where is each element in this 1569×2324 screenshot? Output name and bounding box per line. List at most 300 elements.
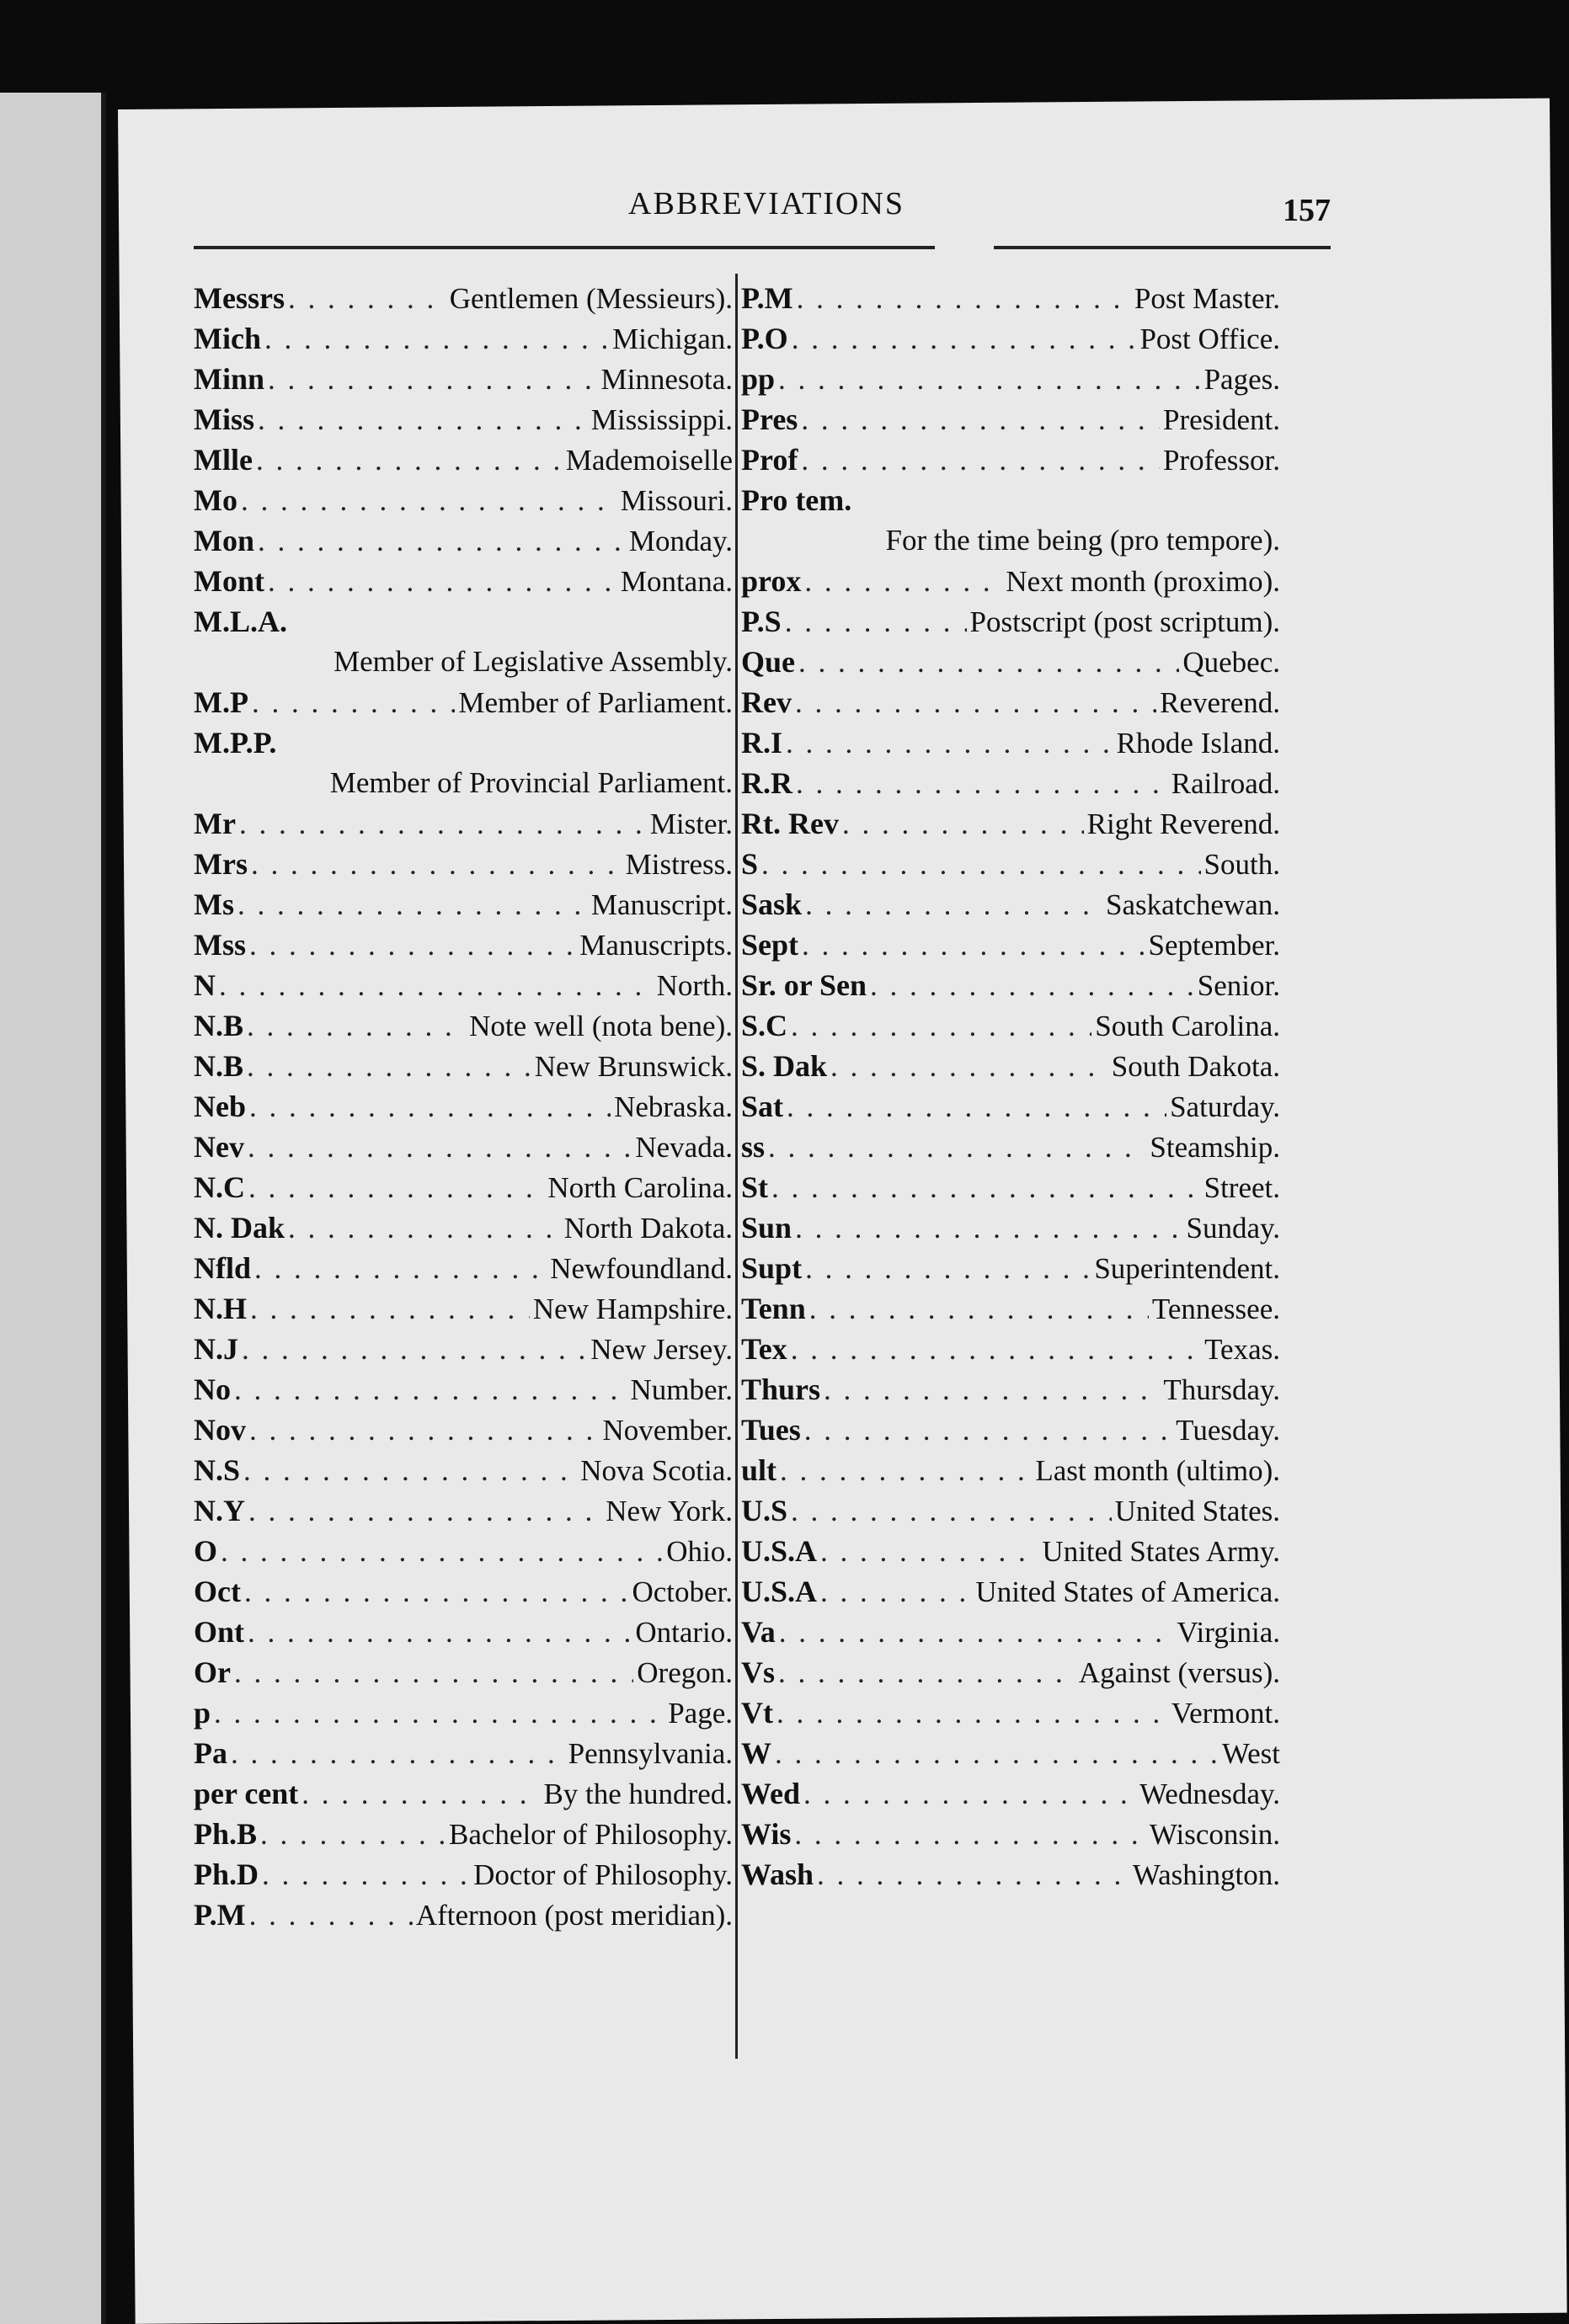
- abbreviation-meaning: Wisconsin.: [1149, 1818, 1280, 1851]
- abbreviation-term: P.S: [741, 605, 782, 638]
- abbreviation-meaning: Member of Parliament.: [458, 686, 733, 719]
- abbreviation-term: Oct: [194, 1575, 241, 1608]
- dot-leader: [809, 1289, 1149, 1330]
- dot-leader: [302, 1774, 540, 1815]
- abbreviation-meaning: Monday.: [628, 525, 733, 557]
- dot-leader: [761, 845, 1201, 885]
- dot-leader: [262, 1855, 470, 1895]
- page-number: 157: [1283, 193, 1331, 228]
- dot-leader: [256, 440, 563, 481]
- abbreviation-meaning: Mister.: [649, 808, 733, 840]
- abbreviation-meaning: New Brunswick.: [534, 1050, 733, 1083]
- abbreviation-entry: [194, 1127, 733, 1167]
- abbreviation-term: N. Dak: [194, 1211, 286, 1245]
- abbreviation-meaning: Nebraska.: [614, 1090, 733, 1123]
- dot-leader: [817, 1855, 1129, 1895]
- abbreviation-term: N.Y: [194, 1494, 245, 1527]
- dot-leader: [251, 845, 622, 885]
- abbreviation-entry: [741, 1207, 1280, 1248]
- dot-leader: [268, 360, 597, 400]
- abbreviation-term: M.P.P.: [194, 726, 277, 760]
- dot-leader: [234, 1370, 627, 1410]
- abbreviation-term: Tues: [741, 1413, 801, 1447]
- abbreviation-entry: [741, 1854, 1280, 1895]
- abbreviation-term: Sask: [741, 887, 803, 921]
- dot-leader: [842, 804, 1084, 845]
- abbreviation-meaning: Missouri.: [620, 484, 733, 517]
- dot-leader: [258, 521, 626, 562]
- dot-leader: [244, 1572, 628, 1612]
- abbreviation-term: Ph.B: [194, 1817, 258, 1851]
- abbreviation-entry: [194, 480, 733, 520]
- abbreviation-meaning: Pages.: [1203, 363, 1280, 396]
- dot-leader: [794, 1815, 1146, 1855]
- abbreviation-meaning: Last month (ultimo).: [1035, 1454, 1280, 1487]
- dot-leader: [242, 1330, 587, 1370]
- dot-leader: [219, 966, 654, 1006]
- abbreviation-meaning: United States.: [1114, 1495, 1280, 1527]
- abbreviation-term: Wed: [741, 1777, 801, 1810]
- abbreviation-term: P.M: [741, 281, 793, 315]
- abbreviation-meaning: Ohio.: [666, 1535, 733, 1568]
- abbreviation-meaning: Michigan.: [612, 322, 733, 355]
- abbreviation-meaning: Reverend.: [1160, 686, 1280, 719]
- dot-leader: [252, 683, 455, 723]
- dot-leader: [247, 1006, 466, 1047]
- abbreviation-term: p: [194, 1696, 211, 1730]
- abbreviation-entry: [194, 1046, 733, 1086]
- abbreviation-entry: [194, 1652, 733, 1692]
- abbreviation-meaning: Gentlemen (Messieurs).: [449, 282, 733, 315]
- abbreviation-term: Mo: [194, 483, 237, 517]
- abbreviation-term: Ont: [194, 1615, 245, 1649]
- abbreviation-meaning: Tennessee.: [1151, 1293, 1280, 1325]
- abbreviation-meaning: Next month (proximo).: [1006, 565, 1280, 598]
- abbreviation-term: Vt: [741, 1696, 773, 1730]
- dot-leader: [795, 683, 1156, 723]
- abbreviation-term: Sat: [741, 1090, 784, 1123]
- dot-leader: [239, 804, 647, 845]
- abbreviations-right-column: [741, 278, 1280, 1895]
- abbreviation-meaning: Saturday.: [1170, 1090, 1280, 1123]
- dot-leader: [820, 1572, 972, 1612]
- abbreviation-meaning: September.: [1148, 929, 1280, 962]
- abbreviation-meaning: New York.: [606, 1495, 733, 1527]
- abbreviation-meaning: United States Army.: [1042, 1535, 1280, 1568]
- abbreviation-entry: [194, 1612, 733, 1652]
- abbreviation-term: U.S.A: [741, 1575, 818, 1608]
- abbreviation-meaning: Minnesota.: [600, 363, 733, 396]
- abbreviation-entry: [741, 561, 1280, 601]
- dot-leader: [795, 1208, 1182, 1249]
- abbreviation-entry: [194, 1086, 733, 1127]
- abbreviation-term: Neb: [194, 1090, 246, 1123]
- dot-leader: [787, 1087, 1166, 1127]
- abbreviation-term: Wash: [741, 1858, 814, 1891]
- abbreviation-term: Or: [194, 1655, 231, 1689]
- abbreviation-meaning: Ontario.: [635, 1616, 733, 1649]
- abbreviation-entry: [741, 601, 1280, 642]
- abbreviation-term: U.S.A: [741, 1534, 818, 1568]
- abbreviation-term: Tex: [741, 1332, 787, 1366]
- abbreviation-meaning: South Carolina.: [1095, 1010, 1280, 1042]
- abbreviation-meaning: Newfoundland.: [550, 1252, 733, 1285]
- abbreviation-meaning: Against (versus).: [1078, 1656, 1280, 1689]
- abbreviation-term: N: [194, 968, 216, 1002]
- header-rule-right: [994, 246, 1331, 249]
- dot-leader: [780, 1451, 1032, 1491]
- header-rule-left: [194, 246, 935, 249]
- abbreviation-entry: [741, 1612, 1280, 1652]
- abbreviation-entry: [741, 1814, 1280, 1854]
- abbreviation-entry: [194, 1207, 733, 1248]
- dot-leader: [830, 1047, 1108, 1087]
- dot-leader: [254, 1249, 547, 1289]
- abbreviation-entry: [194, 1814, 733, 1854]
- abbreviation-entry: [741, 1571, 1280, 1612]
- abbreviation-term: N.C: [194, 1170, 245, 1204]
- abbreviation-meaning: Tuesday.: [1176, 1414, 1280, 1447]
- dot-leader: [258, 400, 588, 440]
- abbreviation-entry: [194, 601, 733, 682]
- dot-leader: [248, 1168, 544, 1208]
- abbreviation-term: pp: [741, 362, 776, 396]
- dot-leader: [250, 1289, 530, 1330]
- dot-leader: [249, 1410, 599, 1451]
- abbreviation-entry: [741, 440, 1280, 480]
- abbreviation-meaning: Postscript (post scriptum).: [969, 605, 1280, 638]
- abbreviation-meaning: Nevada.: [635, 1131, 733, 1164]
- abbreviation-entry: [194, 844, 733, 884]
- abbreviation-entry: [741, 1490, 1280, 1531]
- previous-page-edge: [0, 93, 106, 2324]
- abbreviation-term: S: [741, 847, 759, 881]
- abbreviation-entry: [741, 884, 1280, 925]
- abbreviation-meaning: Note well (nota bene).: [469, 1010, 733, 1042]
- abbreviation-meaning: Manuscript.: [590, 888, 733, 921]
- dot-leader: [247, 1047, 531, 1087]
- abbreviation-entry: [741, 318, 1280, 359]
- dot-leader: [786, 723, 1113, 764]
- abbreviation-entry: [741, 1329, 1280, 1369]
- abbreviation-meaning: Texas.: [1204, 1333, 1280, 1366]
- abbreviation-meaning: Oregon.: [637, 1656, 733, 1689]
- abbreviation-term: No: [194, 1373, 231, 1406]
- dot-leader: [801, 440, 1160, 481]
- abbreviation-meaning: Sunday.: [1186, 1212, 1280, 1245]
- abbreviation-meaning: Post Master.: [1134, 282, 1280, 315]
- abbreviation-term: R.I: [741, 726, 783, 760]
- abbreviation-meaning: Manuscripts.: [579, 929, 733, 962]
- abbreviation-entry: [194, 965, 733, 1005]
- abbreviation-entry: [741, 1531, 1280, 1571]
- abbreviation-term: N.J: [194, 1332, 238, 1366]
- abbreviation-entry: [194, 1733, 733, 1773]
- abbreviation-term: O: [194, 1534, 218, 1568]
- dot-leader: [804, 562, 1002, 602]
- abbreviation-meaning: Senior.: [1197, 969, 1280, 1002]
- abbreviation-meaning: Page.: [668, 1697, 733, 1730]
- abbreviation-meaning: New Jersey.: [590, 1333, 733, 1366]
- abbreviation-term: N.S: [194, 1453, 241, 1487]
- abbreviation-entry: [741, 1167, 1280, 1207]
- abbreviation-meaning: South.: [1203, 848, 1280, 881]
- abbreviation-meaning: Member of Legislative Assembly.: [333, 645, 733, 678]
- abbreviation-entry: [194, 1167, 733, 1207]
- abbreviation-meaning: By the hundred.: [543, 1778, 733, 1810]
- abbreviation-term: S. Dak: [741, 1049, 828, 1083]
- abbreviation-meaning: Thursday.: [1163, 1373, 1280, 1406]
- abbreviation-term: Mich: [194, 322, 261, 355]
- dot-leader: [260, 1815, 446, 1855]
- abbreviation-meaning: Vermont.: [1171, 1697, 1280, 1730]
- abbreviation-meaning: Steamship.: [1150, 1131, 1280, 1164]
- abbreviation-entry: [741, 1733, 1280, 1773]
- abbreviation-term: Pa: [194, 1736, 227, 1770]
- dot-leader: [249, 925, 576, 966]
- abbreviation-entry: [741, 480, 1280, 561]
- dot-leader: [779, 1612, 1174, 1653]
- dot-leader: [231, 1734, 565, 1774]
- abbreviation-meaning: November.: [602, 1414, 733, 1447]
- abbreviation-term: Vs: [741, 1655, 776, 1689]
- abbreviation-meaning: North.: [656, 969, 733, 1002]
- abbreviation-term: Minn: [194, 362, 265, 396]
- abbreviation-term: Tenn: [741, 1292, 806, 1325]
- dot-leader: [778, 360, 1201, 400]
- abbreviation-meaning: Street.: [1203, 1171, 1280, 1204]
- abbreviation-meaning: Superintendent.: [1094, 1252, 1280, 1285]
- abbreviation-term: Pro tem.: [741, 483, 852, 517]
- abbreviation-entry: [194, 1490, 733, 1531]
- abbreviation-entry: [194, 884, 733, 925]
- abbreviation-term: Nfld: [194, 1251, 252, 1285]
- abbreviation-meaning: Mississippi.: [590, 403, 733, 436]
- abbreviation-entry: [194, 399, 733, 440]
- abbreviation-meaning: October.: [632, 1575, 733, 1608]
- dot-leader: [805, 885, 1102, 925]
- dot-leader: [803, 1774, 1136, 1815]
- abbreviation-entry: [194, 440, 733, 480]
- abbreviation-term: Sr. or Sen: [741, 968, 867, 1002]
- abbreviation-meaning: New Hampshire.: [532, 1293, 733, 1325]
- abbreviation-meaning: Bachelor of Philosophy.: [449, 1818, 733, 1851]
- abbreviation-term: St: [741, 1170, 769, 1204]
- abbreviation-term: M.L.A.: [194, 605, 287, 638]
- abbreviation-meaning: Number.: [630, 1373, 733, 1406]
- dot-leader: [264, 319, 609, 360]
- abbreviation-entry: [194, 1450, 733, 1490]
- dot-leader: [778, 1653, 1075, 1693]
- abbreviation-entry: [194, 1571, 733, 1612]
- dot-leader: [214, 1693, 664, 1734]
- abbreviation-entry: [194, 1531, 733, 1571]
- dot-leader: [776, 1693, 1168, 1734]
- dot-leader: [775, 1734, 1219, 1774]
- abbreviation-meaning: South Dakota.: [1111, 1050, 1280, 1083]
- dot-leader: [791, 1006, 1091, 1047]
- dot-leader: [796, 764, 1168, 804]
- abbreviation-meaning: Montana.: [620, 565, 733, 598]
- abbreviation-entry: [741, 1773, 1280, 1814]
- dot-leader: [870, 966, 1194, 1006]
- dot-leader: [804, 1410, 1172, 1451]
- abbreviation-entry: [741, 399, 1280, 440]
- abbreviation-meaning: Member of Provincial Parliament.: [329, 766, 733, 799]
- dot-leader: [249, 1087, 611, 1127]
- page-title: ABBREVIATIONS: [628, 186, 905, 221]
- abbreviation-entry: [741, 1046, 1280, 1086]
- abbreviation-entry: [194, 1895, 733, 1935]
- abbreviation-term: Sun: [741, 1211, 793, 1245]
- abbreviation-entry: [194, 682, 733, 722]
- abbreviation-term: Mss: [194, 928, 246, 962]
- dot-leader: [248, 1491, 602, 1532]
- abbreviation-meaning: Virginia.: [1177, 1616, 1280, 1649]
- abbreviation-entry: [741, 1248, 1280, 1288]
- abbreviation-term: Ph.D: [194, 1858, 259, 1891]
- abbreviation-term: Pres: [741, 402, 798, 436]
- abbreviation-entry: [741, 763, 1280, 803]
- dot-leader: [249, 1895, 413, 1936]
- abbreviation-term: N.B: [194, 1049, 244, 1083]
- abbreviation-term: Supt: [741, 1251, 803, 1285]
- abbreviation-entry: [741, 965, 1280, 1005]
- abbreviation-meaning: North Carolina.: [547, 1171, 733, 1204]
- dot-leader: [241, 481, 617, 521]
- abbreviation-entry: [741, 1005, 1280, 1046]
- abbreviation-meaning: Post Office.: [1139, 322, 1280, 355]
- abbreviation-entry: [741, 844, 1280, 884]
- abbreviation-entry: [741, 1652, 1280, 1692]
- abbreviation-term: Miss: [194, 402, 254, 436]
- abbreviation-term: ss: [741, 1130, 766, 1164]
- abbreviation-entry: [194, 1773, 733, 1814]
- abbreviation-entry: [194, 1288, 733, 1329]
- abbreviation-term: Sept: [741, 928, 799, 962]
- dot-leader: [802, 925, 1145, 966]
- abbreviation-term: R.R: [741, 766, 793, 800]
- dot-leader: [792, 319, 1137, 360]
- abbreviation-term: Mont: [194, 564, 264, 598]
- dot-leader: [798, 642, 1179, 683]
- dot-leader: [801, 400, 1160, 440]
- abbreviation-term: S.C: [741, 1009, 788, 1042]
- abbreviation-entry: [741, 925, 1280, 965]
- abbreviation-entry: [194, 1005, 733, 1046]
- abbreviation-term: Mr: [194, 807, 236, 840]
- abbreviation-term: M.P: [194, 685, 248, 719]
- abbreviation-term: prox: [741, 564, 802, 598]
- abbreviation-term: U.S: [741, 1494, 788, 1527]
- abbreviation-term: W: [741, 1736, 771, 1770]
- abbreviation-meaning: West: [1221, 1737, 1280, 1770]
- abbreviation-meaning: Pennsylvania.: [568, 1737, 733, 1770]
- abbreviation-entry: [741, 1450, 1280, 1490]
- abbreviation-meaning: United States of America.: [975, 1575, 1280, 1608]
- dot-leader: [248, 1127, 632, 1168]
- abbreviation-term: N.H: [194, 1292, 247, 1325]
- abbreviation-term: Rt. Rev: [741, 807, 839, 840]
- abbreviation-entry: [194, 1692, 733, 1733]
- abbreviation-entry: [194, 278, 733, 318]
- abbreviation-meaning: Washington.: [1132, 1858, 1280, 1891]
- abbreviation-term: P.M: [194, 1898, 246, 1932]
- dot-leader: [268, 562, 617, 602]
- dot-leader: [237, 885, 588, 925]
- abbreviation-meaning: Wednesday.: [1139, 1778, 1280, 1810]
- dot-leader: [791, 1330, 1201, 1370]
- abbreviation-term: Prof: [741, 443, 798, 477]
- abbreviation-meaning: Mistress.: [625, 848, 733, 881]
- dot-leader: [805, 1249, 1091, 1289]
- abbreviation-meaning: Rhode Island.: [1116, 727, 1280, 760]
- abbreviation-term: Mlle: [194, 443, 253, 477]
- abbreviation-term: Va: [741, 1615, 776, 1649]
- abbreviation-entry: [194, 803, 733, 844]
- column-divider: [735, 274, 738, 2059]
- abbreviation-term: Nev: [194, 1130, 244, 1164]
- abbreviation-meaning: Quebec.: [1182, 646, 1280, 679]
- dot-leader: [797, 279, 1131, 319]
- abbreviation-term: ult: [741, 1453, 777, 1487]
- abbreviation-entry: [741, 1086, 1280, 1127]
- abbreviation-term: Mon: [194, 524, 254, 557]
- abbreviation-entry: [741, 642, 1280, 682]
- abbreviation-entry: [741, 1288, 1280, 1329]
- abbreviation-meaning: Right Reverend.: [1086, 808, 1280, 840]
- dot-leader: [771, 1168, 1201, 1208]
- dot-leader: [820, 1532, 1038, 1572]
- abbreviation-entry: [194, 1329, 733, 1369]
- dot-leader: [221, 1532, 663, 1572]
- abbreviation-term: Rev: [741, 685, 792, 719]
- abbreviation-entry: [741, 1127, 1280, 1167]
- abbreviation-entry: [194, 318, 733, 359]
- abbreviation-term: Que: [741, 645, 796, 679]
- abbreviation-term: per cent: [194, 1777, 299, 1810]
- abbreviation-entry: [194, 520, 733, 561]
- abbreviation-term: Wis: [741, 1817, 792, 1851]
- abbreviation-meaning: Saskatchewan.: [1105, 888, 1280, 921]
- abbreviation-term: P.O: [741, 322, 788, 355]
- abbreviation-term: Messrs: [194, 281, 285, 315]
- abbreviation-meaning: President.: [1162, 403, 1280, 436]
- dot-leader: [824, 1370, 1160, 1410]
- dot-leader: [243, 1451, 577, 1491]
- dot-leader: [288, 279, 446, 319]
- abbreviation-term: N.B: [194, 1009, 244, 1042]
- dot-leader: [768, 1127, 1146, 1168]
- abbreviation-term: Mrs: [194, 847, 248, 881]
- abbreviation-meaning: North Dakota.: [563, 1212, 733, 1245]
- abbreviation-meaning: Mademoiselle: [565, 444, 733, 477]
- abbreviation-entry: [194, 1369, 733, 1410]
- dot-leader: [785, 602, 967, 642]
- abbreviation-term: Thurs: [741, 1373, 821, 1406]
- abbreviation-entry: [741, 803, 1280, 844]
- abbreviation-entry: [194, 561, 733, 601]
- abbreviation-meaning: For the time being (pro tempore).: [885, 524, 1280, 557]
- abbreviation-meaning: Nova Scotia.: [580, 1454, 733, 1487]
- abbreviation-term: Nov: [194, 1413, 246, 1447]
- dot-leader: [791, 1491, 1112, 1532]
- abbreviation-entry: [194, 722, 733, 803]
- abbreviation-meaning: Professor.: [1162, 444, 1280, 477]
- abbreviation-entry: [194, 1248, 733, 1288]
- abbreviation-meaning: Afternoon (post meridian).: [415, 1899, 733, 1932]
- abbreviation-meaning: Railroad.: [1171, 767, 1280, 800]
